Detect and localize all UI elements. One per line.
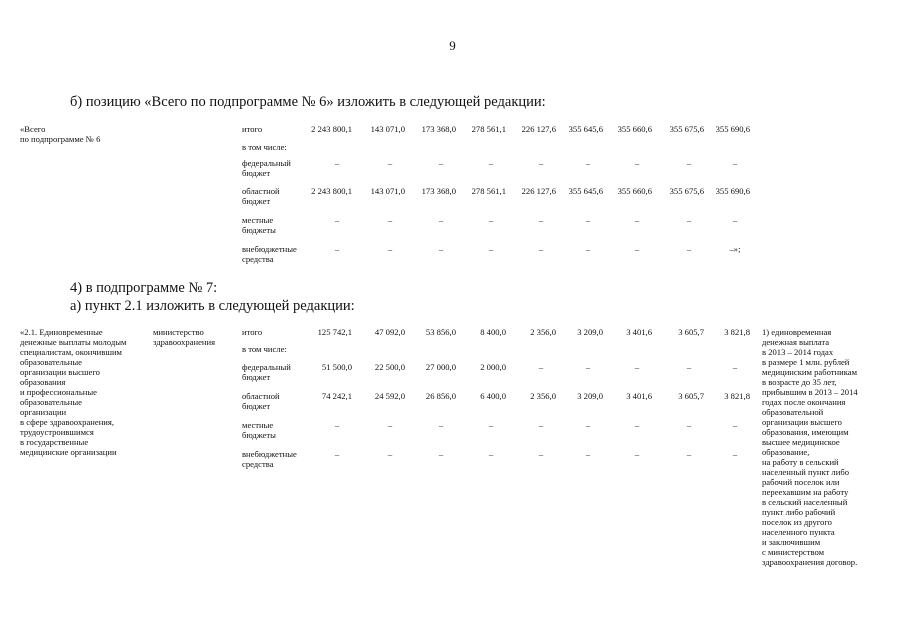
table-cell-value: – [585,449,591,459]
table-cell-value: – [585,244,591,254]
table-row-name: и профессиональные [20,387,97,397]
table-cell-value: – [585,362,591,372]
table-cell-value: – [634,449,640,459]
table-cell-value: – [488,158,494,168]
table-cell-value: – [634,158,640,168]
table-cell-value: – [732,215,738,225]
table-cell-value: – [387,158,393,168]
table-result-text: образовательной [762,407,824,417]
table-row-label: бюджеты [242,225,276,235]
table-cell-value: 226 127,6 [521,186,556,196]
table-cell-value: – [538,420,544,430]
table-row-name: трудоустроившимся [20,427,94,437]
table-cell-value: – [334,449,340,459]
table-result-text: здравоохранения договор. [762,557,858,567]
table-cell-value: 22 500,0 [374,362,405,372]
table-cell-value: – [538,449,544,459]
table-cell-value: 47 092,0 [374,327,405,337]
table-result-text: рабочий поселок или [762,477,840,487]
table-cell-value: 27 000,0 [425,362,456,372]
table-cell-value: – [585,215,591,225]
table-cell-value: – [334,158,340,168]
table-cell-value: 2 356,0 [530,327,556,337]
table-result-text: организации высшего [762,417,842,427]
table-result-text: населенный пункт либо [762,467,849,477]
table-cell-value: – [585,420,591,430]
table-row-name: образовательные [20,397,82,407]
table-cell-value: 355 645,6 [568,186,603,196]
table-result-text: в возрасте до 35 лет, [762,377,837,387]
table-row-name: организации [20,407,67,417]
table-result-text: в 2013 – 2014 годах [762,347,834,357]
table-result-text: и заключившим [762,537,821,547]
table-row-label: в том числе: [242,344,287,354]
table-cell-value: – [732,158,738,168]
table-cell-value: 3 209,0 [577,391,603,401]
table-cell-value: – [334,244,340,254]
table-cell-value: – [438,449,444,459]
table-result-text: годах после окончания [762,397,846,407]
table-cell-value: 3 821,8 [724,391,750,401]
table-cell-value: 355 660,6 [617,124,652,134]
table-cell-value: – [634,215,640,225]
table-cell-value: – [488,449,494,459]
table-cell-value: – [634,362,640,372]
table-result-text: пункт либо рабочий [762,507,836,517]
table-row-label: местные [242,215,274,225]
table-cell-value: – [538,244,544,254]
table-cell-value: 3 401,6 [626,327,652,337]
table-cell-value: 355 675,6 [669,124,704,134]
table-row-name: в государственные [20,437,89,447]
table-cell-value: – [438,420,444,430]
table-cell-value: 355 660,6 [617,186,652,196]
table-cell-value: 3 605,7 [678,327,704,337]
table-row-label: итого [242,327,263,337]
table-cell-value: – [438,158,444,168]
table-row-name: «Всего [20,124,46,134]
table-cell-value: – [585,158,591,168]
table-row-label: бюджет [242,372,271,382]
table-result-text: медицинским работникам [762,367,858,377]
table-row-label: областной [242,391,280,401]
table-row-label: бюджет [242,196,271,206]
section-a-heading: а) пункт 2.1 изложить в следующей редакции: [70,298,355,314]
table-result-text: в размере 1 млн. рублей [762,357,850,367]
table-row-name: специалистам, окончившим [20,347,122,357]
table-cell-value: 3 605,7 [678,391,704,401]
table-cell-value: – [387,244,393,254]
table-cell-value: – [686,362,692,372]
table-cell-value: – [488,420,494,430]
table-cell-value: – [334,215,340,225]
table-result-text: 1) единовременная [762,327,832,337]
table-cell-value: – [387,215,393,225]
table-cell-value: 2 243 800,1 [311,124,352,134]
table-row-label: областной [242,186,280,196]
table-cell-value: – [686,244,692,254]
page-number: 9 [449,38,456,53]
table-cell-value: 74 242,1 [321,391,352,401]
table-row-executor: здравоохранения [153,337,216,347]
table-cell-value: 6 400,0 [480,391,506,401]
table-cell-value: – [538,215,544,225]
table-result-text: образования, имеющим [762,427,849,437]
table-cell-value: –»; [729,244,741,254]
table-result-text: высшее медицинское [762,437,840,447]
table-row-label: внебюджетные [242,244,297,254]
table-cell-value: – [686,215,692,225]
table-cell-value: – [634,244,640,254]
table-result-text: денежная выплата [762,337,830,347]
table-cell-value: 3 401,6 [626,391,652,401]
table-cell-value: 355 675,6 [669,186,704,196]
table-row-name: образования [20,377,66,387]
table-result-text: с министерством [762,547,825,557]
table-row-label: внебюджетные [242,449,297,459]
table-cell-value: – [438,215,444,225]
table-cell-value: 143 071,0 [370,124,405,134]
table-cell-value: 143 071,0 [370,186,405,196]
section-b-heading: б) позицию «Всего по подпрограмме № 6» изложить в следующей редакции: [70,94,546,110]
table-cell-value: 2 243 800,1 [311,186,352,196]
table-cell-value: 355 690,6 [715,124,750,134]
table-cell-value: 173 368,0 [421,186,456,196]
table-cell-value: – [538,362,544,372]
table-result-text: на работу в сельский [762,457,839,467]
table-cell-value: – [488,215,494,225]
table-cell-value: 24 592,0 [374,391,405,401]
table-row-name: по подпрограмме № 6 [20,134,101,144]
table-cell-value: 8 400,0 [480,327,506,337]
table-result-text: в сельский населенный [762,497,848,507]
table-row-name: организации высшего [20,367,100,377]
table-row-name: «2.1. Единовременные [20,327,103,337]
table-cell-value: 226 127,6 [521,124,556,134]
table-row-label: средства [242,459,274,469]
table-row-executor: министерство [153,327,204,337]
table-cell-value: – [686,449,692,459]
table-cell-value: 2 000,0 [480,362,506,372]
table-cell-value: 51 500,0 [321,362,352,372]
table-row-label: федеральный [242,158,291,168]
table-cell-value: – [686,420,692,430]
table-cell-value: 173 368,0 [421,124,456,134]
table-cell-value: – [538,158,544,168]
table-row-name: денежные выплаты молодым [20,337,127,347]
table-row-label: средства [242,254,274,264]
table-cell-value: – [387,420,393,430]
table-result-text: прибывшим в 2013 – 2014 [762,387,858,397]
table-cell-value: 278 561,1 [471,186,506,196]
table-row-name: образовательные [20,357,82,367]
table-row-label: в том числе: [242,142,287,152]
table-result-text: образование, [762,447,810,457]
table-cell-value: – [488,244,494,254]
table-result-text: переехавшим на работу [762,487,849,497]
table-cell-value: – [732,420,738,430]
table-result-text: населенного пункта [762,527,835,537]
table-row-name: в сфере здравоохранения, [20,417,114,427]
table-cell-value: 278 561,1 [471,124,506,134]
table-cell-value: 2 356,0 [530,391,556,401]
table-cell-value: – [334,420,340,430]
table-row-label: бюджеты [242,430,276,440]
table-cell-value: – [732,449,738,459]
table-row-label: бюджет [242,168,271,178]
table-cell-value: 3 209,0 [577,327,603,337]
table-cell-value: 355 690,6 [715,186,750,196]
table-cell-value: – [387,449,393,459]
table-row-label: федеральный [242,362,291,372]
table-row-label: местные [242,420,274,430]
table-cell-value: 3 821,8 [724,327,750,337]
table-row-label: бюджет [242,401,271,411]
table-cell-value: 125 742,1 [317,327,352,337]
table-cell-value: 26 856,0 [425,391,456,401]
table-cell-value: – [732,362,738,372]
table-cell-value: – [686,158,692,168]
table-row-label: итого [242,124,263,134]
table-cell-value: – [438,244,444,254]
table-cell-value: – [634,420,640,430]
table-row-name: медицинские организации [20,447,117,457]
section-4-heading: 4) в подпрограмме № 7: [70,280,218,296]
table-cell-value: 53 856,0 [425,327,456,337]
table-cell-value: 355 645,6 [568,124,603,134]
table-result-text: поселок из другого [762,517,832,527]
